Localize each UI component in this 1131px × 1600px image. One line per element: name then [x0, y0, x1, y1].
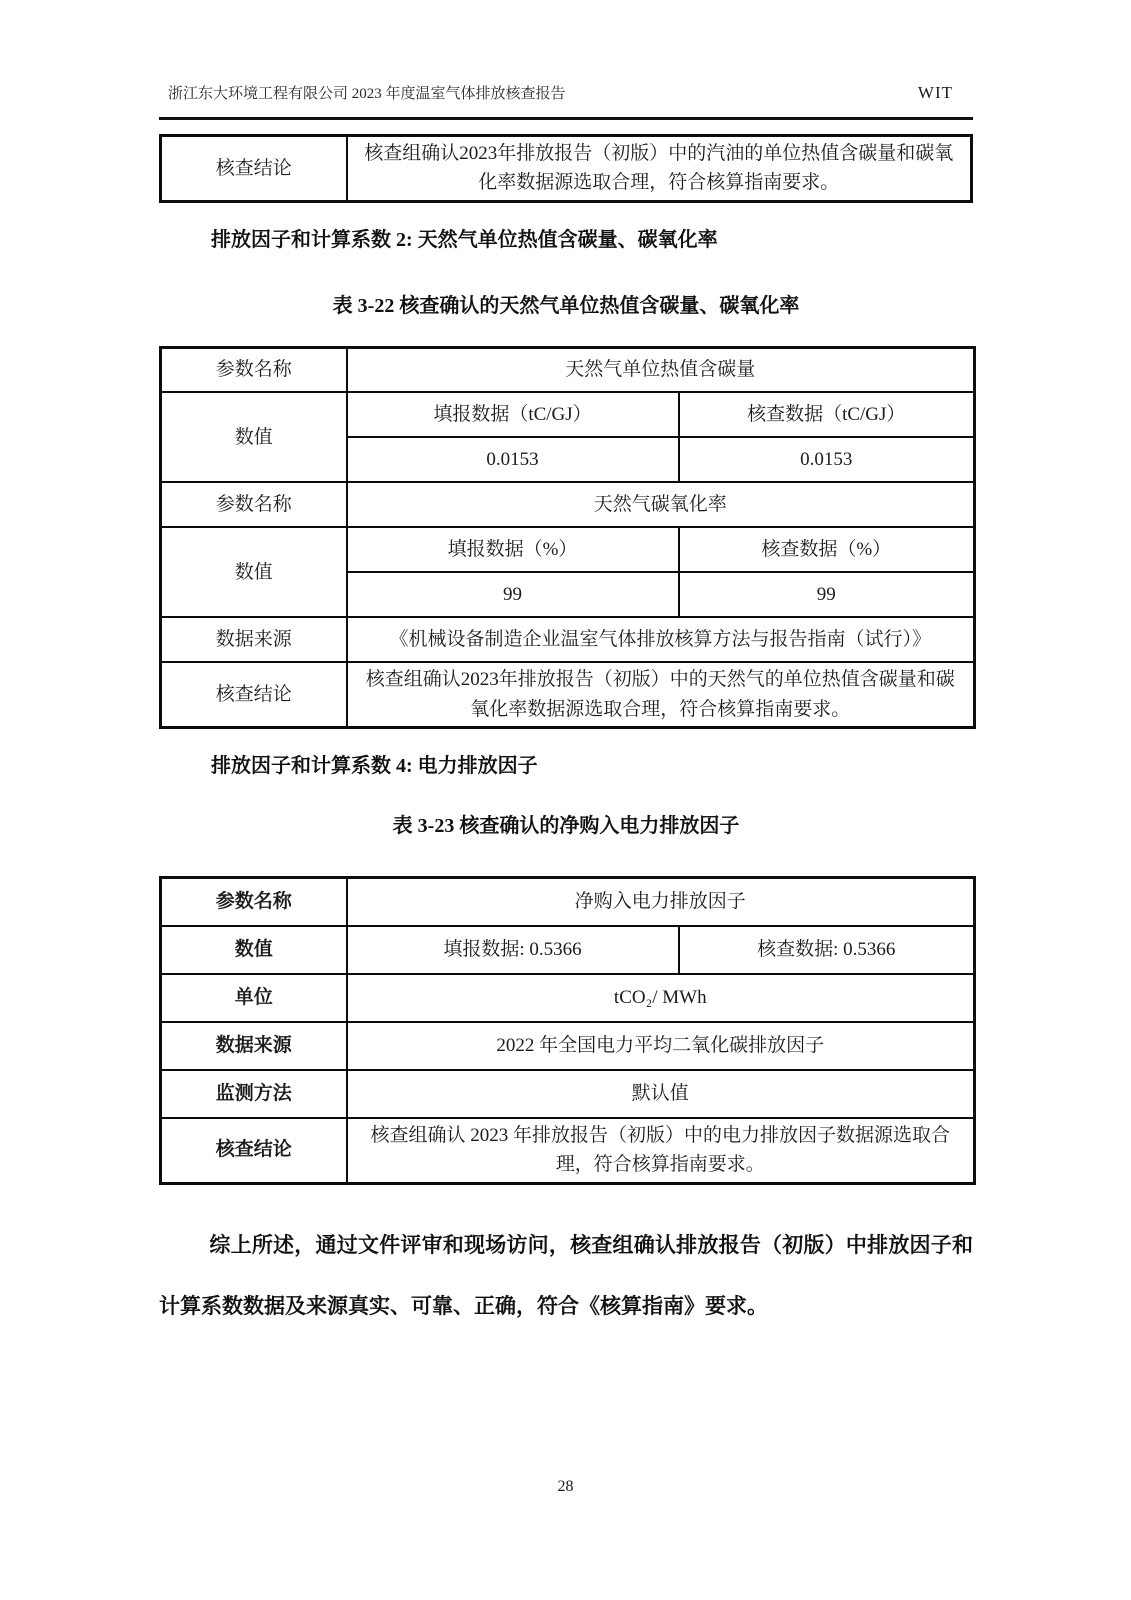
unit-label-cell: 单位 — [161, 974, 347, 1022]
table-row — [161, 662, 975, 727]
table-row — [161, 482, 975, 527]
header-brand-logo: WIT — [917, 83, 953, 102]
verified-value-cell: 核查数据: 0.5366 — [679, 926, 975, 974]
page-number: 28 — [557, 1478, 574, 1495]
source-label-cell: 数据来源 — [161, 1022, 347, 1070]
table-caption-322: 表 3-22 核查确认的天然气单位热值含碳量、碳氧化率 — [332, 294, 800, 317]
header-title: 浙江东大环境工程有限公司 2023 年度温室气体排放核查报告 — [168, 86, 566, 102]
table-row — [161, 527, 975, 572]
table-row — [161, 136, 972, 202]
verified-value-cell: 99 — [679, 572, 975, 617]
verified-header-cell: 核查数据（tC/GJ） — [679, 392, 975, 437]
conclusion-label-cell: 核查结论 — [161, 662, 347, 727]
closing-paragraph: 综上所述，通过文件评审和现场访问，核查组确认排放报告（初版）中排放因子和计算系数数据及来源真实、可靠、正确，符合《核算指南》要求。 — [159, 1232, 973, 1318]
verified-value-cell: 0.0153 — [679, 437, 975, 482]
gasoline-conclusion-table — [159, 134, 973, 203]
conclusion-label-cell: 核查结论 — [161, 136, 347, 202]
method-label-cell: 监测方法 — [161, 1070, 347, 1118]
param1-name-cell: 天然气单位热值含碳量 — [347, 347, 975, 392]
unit-value-cell: tCO₂/ MWh — [347, 974, 975, 1022]
table-row — [161, 878, 975, 926]
verified-header-cell: 核查数据（%） — [679, 527, 975, 572]
reported-value-cell: 0.0153 — [347, 437, 679, 482]
table-3-22 — [159, 346, 976, 729]
table-row — [161, 1070, 975, 1118]
conclusion-text-cell: 核查组确认2023年排放报告（初版）中的天然气的单位热值含碳量和碳氧化率数据源选取合理，符合核算指南要求。 — [347, 662, 975, 727]
conclusion-text-cell: 核查组确认 2023 年排放报告（初版）中的电力排放因子数据源选取合理，符合核算指南要求。 — [347, 1118, 975, 1183]
header-divider — [159, 117, 973, 120]
table-row — [161, 974, 975, 1022]
source-text-cell: 《机械设备制造企业温室气体排放核算方法与报告指南（试行）》 — [347, 617, 975, 662]
source-label-cell: 数据来源 — [161, 617, 347, 662]
conclusion-text-cell: 核查组确认2023年排放报告（初版）中的汽油的单位热值含碳量和碳氧化率数据源选取合理，符合核算指南要求。 — [347, 136, 972, 202]
value-label-cell: 数值 — [161, 392, 347, 482]
reported-header-cell: 填报数据（%） — [347, 527, 679, 572]
param-label-cell: 参数名称 — [161, 482, 347, 527]
method-text-cell: 默认值 — [347, 1070, 975, 1118]
table-row — [161, 347, 975, 392]
table-3-23 — [159, 876, 976, 1184]
table-caption-323: 表 3-23 核查确认的净购入电力排放因子 — [392, 815, 740, 838]
reported-value-cell: 99 — [347, 572, 679, 617]
section-heading-power: 排放因子和计算系数 4: 电力排放因子 — [211, 755, 538, 778]
param-label-cell: 参数名称 — [161, 878, 347, 926]
reported-value-cell: 填报数据: 0.5366 — [347, 926, 679, 974]
page-header — [159, 82, 973, 103]
table-row — [161, 1022, 975, 1070]
value-label-cell: 数值 — [161, 926, 347, 974]
table-row — [161, 926, 975, 974]
reported-header-cell: 填报数据（tC/GJ） — [347, 392, 679, 437]
section-heading-gas: 排放因子和计算系数 2: 天然气单位热值含碳量、碳氧化率 — [211, 228, 718, 251]
param-name-cell: 净购入电力排放因子 — [347, 878, 975, 926]
table-row — [161, 617, 975, 662]
source-text-cell: 2022 年全国电力平均二氧化碳排放因子 — [347, 1022, 975, 1070]
conclusion-label-cell: 核查结论 — [161, 1118, 347, 1183]
table-row — [161, 392, 975, 437]
param-label-cell: 参数名称 — [161, 347, 347, 392]
table-row — [161, 1118, 975, 1183]
param2-name-cell: 天然气碳氧化率 — [347, 482, 975, 527]
value-label-cell: 数值 — [161, 527, 347, 617]
